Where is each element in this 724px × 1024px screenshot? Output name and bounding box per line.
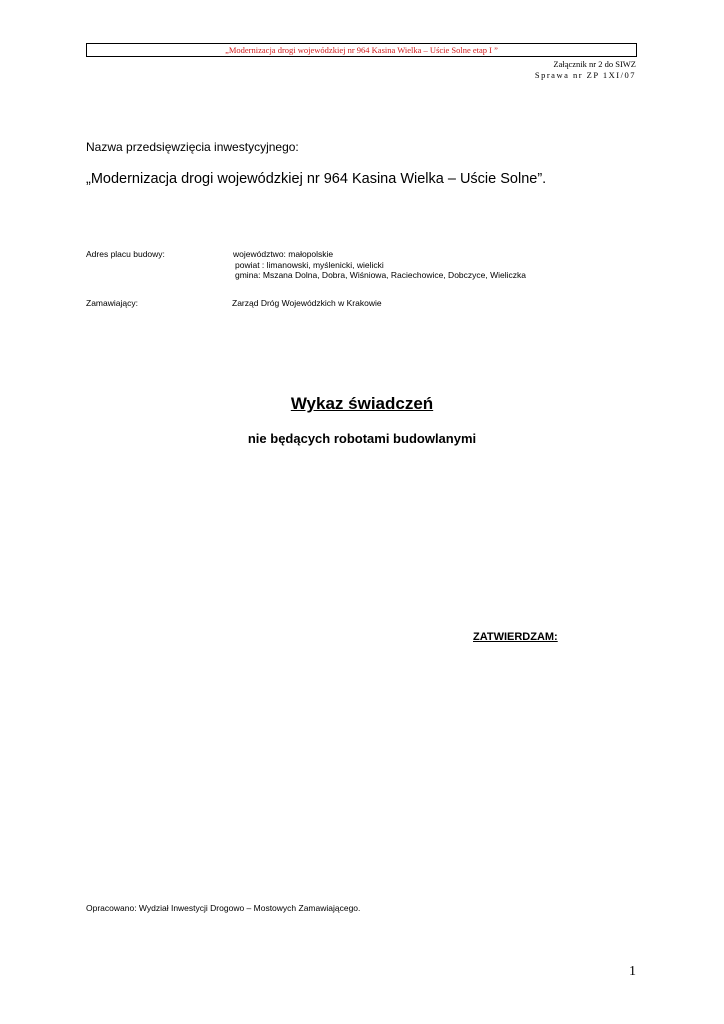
- attachment-label: Załącznik nr 2 do SIWZ: [553, 59, 636, 69]
- case-number: Sprawa nr ZP 1XI/07: [534, 70, 636, 80]
- site-address-label: Adres placu budowy:: [86, 249, 165, 259]
- header-project-line: „Modernizacja drogi wojewódzkiej nr 964 Kasina Wielka – Uście Solne etap I ”: [225, 45, 498, 55]
- investment-label: Nazwa przedsięwzięcia inwestycyjnego:: [86, 140, 299, 154]
- prepared-by: Opracowano: Wydział Inwestycji Drogowo – Mostowych Zamawiającego.: [86, 903, 361, 913]
- document-title: Wykaz świadczeń: [290, 394, 434, 413]
- site-county: powiat : limanowski, myślenicki, wielicki: [235, 260, 384, 270]
- client-label: Zamawiający:: [86, 298, 138, 308]
- header-project-box: [86, 43, 637, 57]
- page-number: 1: [629, 964, 636, 979]
- investment-name: „Modernizacja drogi wojewódzkiej nr 964 Kasina Wielka – Uście Solne”.: [86, 171, 547, 187]
- client-value: Zarząd Dróg Wojewódzkich w Krakowie: [232, 298, 382, 308]
- document-subtitle: nie będących robotami budowlanymi: [247, 431, 477, 446]
- site-voivodeship: województwo: małopolskie: [233, 249, 334, 259]
- approval-label: ZATWIERDZAM:: [473, 631, 558, 643]
- site-commune: gmina: Mszana Dolna, Dobra, Wiśniowa, Raciechowice, Dobczyce, Wieliczka: [235, 270, 526, 280]
